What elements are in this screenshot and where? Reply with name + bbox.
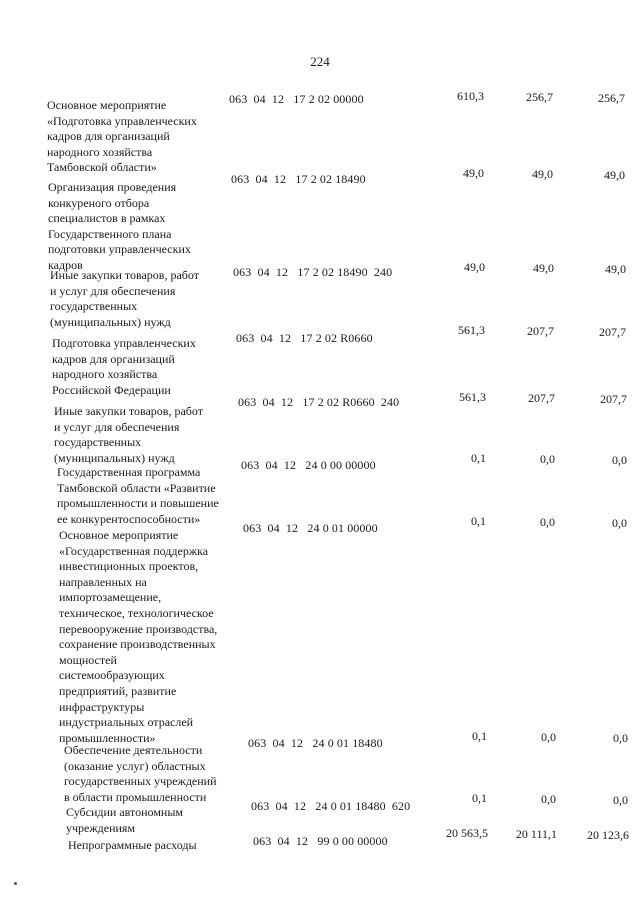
row-value-3: 207,7 (600, 392, 627, 406)
row-value-3: 256,7 (598, 91, 625, 105)
row-code: 063 04 12 17 2 02 18490 240 (233, 265, 393, 279)
row-value-2: 0,0 (540, 452, 555, 466)
row-value-1: 0,1 (472, 729, 487, 743)
row-value-2: 0,0 (540, 515, 555, 529)
row-value-2: 207,7 (527, 324, 554, 338)
row-code: 063 04 12 17 2 02 00000 (229, 92, 364, 106)
row-value-2: 256,7 (526, 90, 553, 104)
row-value-3: 0,0 (613, 731, 628, 745)
row-name: Субсидии автономным учреждениям (66, 805, 183, 835)
row-name: Обеспечение деятельности (оказание услуг) областных государственных учреждений в области промышленности (64, 743, 217, 804)
row-value-3: 207,7 (599, 325, 626, 339)
row-value-2: 207,7 (528, 391, 555, 405)
row-name: Государственная программа Тамбовской области «Развитие промышленности и повышение ее конкурентоспособности» (57, 465, 219, 526)
row-name: Подготовка управленческих кадров для организаций народного хозяйства Российской Федерации (52, 336, 196, 397)
row-name: Непрограммные расходы (68, 838, 197, 852)
row-value-3: 49,0 (605, 262, 626, 276)
row-code: 063 04 12 24 0 01 18480 620 (251, 799, 411, 813)
row-value-1: 0,1 (472, 791, 487, 805)
row-value-3: 0,0 (612, 516, 627, 530)
row-value-1: 610,3 (457, 89, 484, 103)
row-code: 063 04 12 17 2 02 R0660 (236, 331, 373, 345)
row-value-3: 49,0 (604, 168, 625, 182)
row-value-2: 0,0 (541, 792, 556, 806)
row-value-3: 0,0 (612, 453, 627, 467)
row-code: 063 04 12 24 0 00 00000 (241, 458, 376, 472)
row-value-1: 49,0 (463, 166, 484, 180)
row-value-3: 20 123,6 (587, 828, 629, 842)
row-code: 063 04 12 99 0 00 00000 (253, 834, 388, 848)
row-value-3: 0,0 (613, 793, 628, 807)
row-code: 063 04 12 24 0 01 00000 (243, 521, 378, 535)
row-name: Иные закупки товаров, работ и услуг для обеспечения государственных (муниципальных) нужд (54, 404, 203, 465)
row-value-2: 0,0 (541, 730, 556, 744)
row-value-1: 0,1 (471, 451, 486, 465)
row-value-2: 49,0 (532, 167, 553, 181)
row-name: Основное мероприятие «Государственная поддержка инвестиционных проектов, направленных на импортозамещение, техническое, технологическое перевооружение производства, сохранение производственных мощностей системообразующих предприятий, развитие инфраструктуры индустриальных отраслей промышленности» (59, 528, 218, 745)
row-value-2: 49,0 (533, 261, 554, 275)
row-name: Иные закупки товаров, работ и услуг для обеспечения государственных (муниципальных) нужд (50, 268, 199, 329)
row-value-1: 561,3 (458, 323, 485, 337)
row-code: 063 04 12 17 2 02 18490 (231, 172, 366, 186)
row-code: 063 04 12 24 0 01 18480 (248, 736, 383, 750)
row-value-2: 20 111,1 (515, 827, 557, 841)
row-value-1: 561,3 (459, 390, 486, 404)
row-value-1: 20 563,5 (446, 826, 488, 840)
scan-speck (14, 882, 17, 885)
row-code: 063 04 12 17 2 02 R0660 240 (238, 395, 400, 409)
row-name: Основное мероприятие «Подготовка управленческих кадров для организаций народного хозяйства Тамбовской области» (47, 98, 197, 175)
row-value-1: 0,1 (471, 514, 486, 528)
page-number: 224 (310, 54, 330, 69)
row-value-1: 49,0 (464, 260, 485, 274)
row-name: Организация проведения конкуреного отбора специалистов в рамках Государственного плана подготовки управленческих кадров (48, 180, 191, 272)
